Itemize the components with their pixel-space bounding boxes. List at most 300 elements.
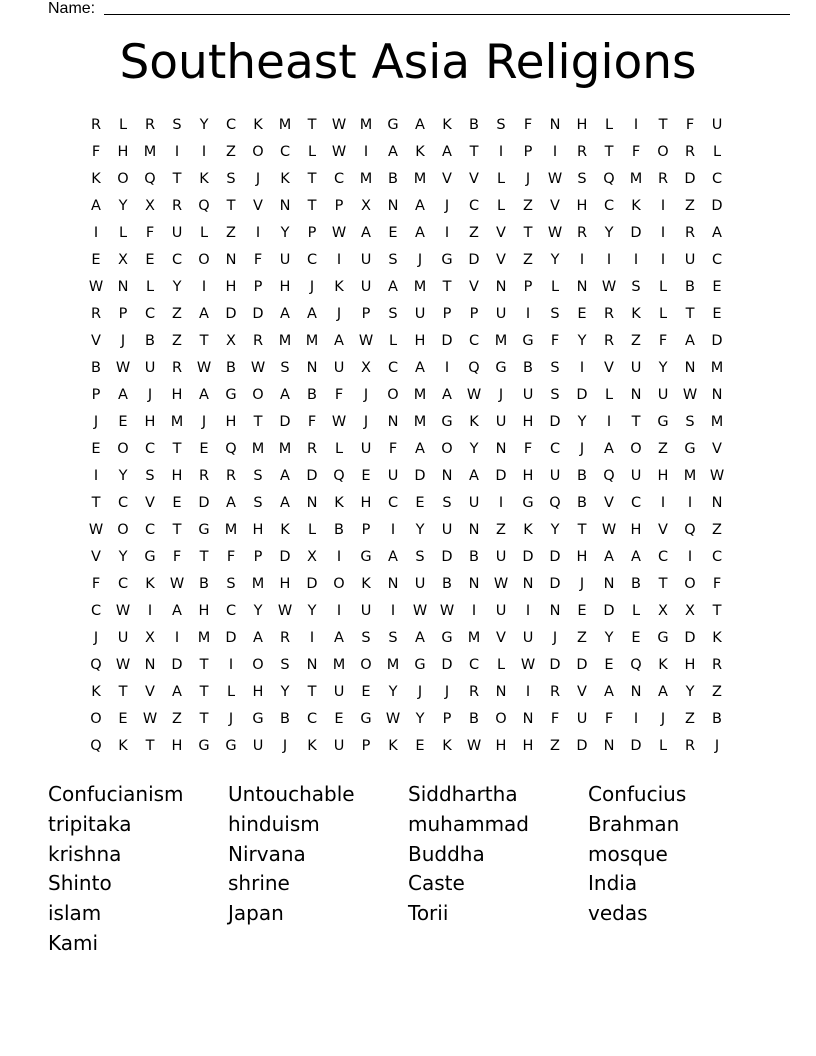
grid-letter: D [576,657,588,673]
grid-letter: E [712,279,722,295]
grid-letter: V [496,630,506,646]
grid-letter: K [307,738,317,754]
grid-letter: Z [712,522,722,538]
grid-letter: U [144,360,156,376]
grid-letter: X [685,603,695,619]
grid-letter: T [199,549,209,565]
grid-letter: S [253,495,263,511]
grid-letter: J [336,306,342,322]
grid-letter: D [441,657,453,673]
grid-letter: Y [199,117,209,133]
grid-letter: H [576,117,588,133]
grid-letter: I [498,144,504,160]
grid-letter: O [117,441,129,457]
grid-letter: L [496,171,506,187]
grid-letter: F [307,414,317,430]
grid-letter: A [334,630,344,646]
grid-letter: N [117,279,129,295]
grid-letter: C [468,198,480,214]
grid-letter: P [523,279,533,295]
grid-letter: K [280,171,290,187]
grid-letter: M [251,441,265,457]
grid-letter: C [225,603,237,619]
grid-letter: V [145,495,155,511]
grid-letter: Q [603,171,615,187]
grid-letter: T [118,684,128,700]
grid-letter: A [604,549,614,565]
grid-letter: C [144,441,156,457]
grid-letter: Y [253,603,263,619]
grid-letter: Y [658,360,668,376]
grid-letter: F [550,333,560,349]
grid-letter: I [336,603,342,619]
grid-letter: N [522,711,534,727]
grid-letter: I [93,225,99,241]
grid-letter: Z [550,738,560,754]
grid-letter: Z [172,306,182,322]
grid-letter: A [280,495,290,511]
grid-letter: O [90,711,102,727]
word-bank-item: Confucius [588,782,687,806]
grid-letter: Y [415,522,425,538]
grid-letter: Y [550,252,560,268]
grid-letter: K [469,414,479,430]
grid-letter: N [684,360,696,376]
grid-letter: F [523,441,533,457]
grid-letter: L [226,684,236,700]
grid-letter: U [495,549,507,565]
grid-letter: Y [685,684,695,700]
grid-letter: B [577,495,587,511]
grid-letter: T [172,171,182,187]
grid-letter: O [630,441,642,457]
grid-letter: H [414,333,426,349]
grid-letter: U [630,360,642,376]
grid-letter: W [466,738,482,754]
grid-letter: T [631,414,641,430]
grid-letter: A [253,630,263,646]
grid-letter: Z [226,144,236,160]
grid-letter: L [712,144,722,160]
grid-letter: I [660,495,666,511]
grid-letter: V [253,198,263,214]
grid-letter: R [144,117,156,133]
grid-letter: Z [577,630,587,646]
grid-letter: U [333,684,345,700]
grid-letter: Q [684,522,696,538]
grid-letter: R [90,117,102,133]
grid-letter: W [439,603,455,619]
grid-letter: P [523,144,533,160]
grid-letter: N [576,279,588,295]
grid-letter: A [415,630,425,646]
grid-letter: Z [523,252,533,268]
grid-letter: N [306,657,318,673]
grid-letter: F [334,387,344,403]
grid-letter: W [412,603,428,619]
grid-letter: U [495,603,507,619]
grid-letter: X [145,630,155,646]
grid-letter: R [684,144,696,160]
grid-letter: V [496,225,506,241]
grid-letter: N [387,198,399,214]
grid-letter: X [361,198,371,214]
grid-letter: G [198,738,210,754]
grid-letter: J [93,630,99,646]
grid-letter: E [199,441,209,457]
grid-letter: G [360,711,372,727]
grid-letter: Q [603,468,615,484]
grid-letter: A [415,441,425,457]
grid-letter: K [91,171,101,187]
grid-letter: B [685,279,695,295]
grid-letter: A [361,225,371,241]
grid-letter: D [630,225,642,241]
grid-letter: W [520,657,536,673]
grid-letter: I [606,252,612,268]
grid-letter: D [684,630,696,646]
grid-letter: S [496,117,506,133]
grid-letter: I [660,198,666,214]
grid-letter: C [279,144,291,160]
grid-letter: A [388,279,398,295]
grid-letter: V [604,495,614,511]
grid-letter: B [469,711,479,727]
grid-letter: Z [658,441,668,457]
grid-letter: G [360,549,372,565]
grid-letter: D [495,468,507,484]
grid-letter: D [306,468,318,484]
grid-letter: T [307,198,317,214]
grid-letter: Y [604,630,614,646]
grid-letter: I [633,117,639,133]
grid-letter: T [523,225,533,241]
word-bank-item: Japan [228,901,284,926]
grid-letter: V [442,171,452,187]
grid-letter: O [441,441,453,457]
grid-letter: V [145,684,155,700]
grid-letter: W [277,603,293,619]
grid-letter: K [334,279,344,295]
grid-letter: O [252,387,264,403]
grid-letter: A [415,225,425,241]
grid-letter: A [604,441,614,457]
grid-letter: M [629,171,643,187]
grid-letter: W [682,387,698,403]
grid-letter: H [171,738,183,754]
word-bank-item: mosque [588,841,668,866]
grid-letter: U [522,630,534,646]
grid-letter: D [279,414,291,430]
grid-letter: O [117,171,129,187]
grid-letter: A [91,198,101,214]
grid-letter: S [226,576,236,592]
grid-letter: J [417,252,423,268]
grid-letter: L [604,117,614,133]
grid-letter: S [145,468,155,484]
grid-letter: H [198,603,210,619]
grid-letter: I [255,225,261,241]
word-bank-item: Untouchable [228,782,355,806]
grid-letter: M [359,117,373,133]
grid-letter: E [604,657,614,673]
grid-letter: K [118,738,128,754]
grid-letter: T [577,522,587,538]
grid-letter: A [199,387,209,403]
grid-letter: F [712,576,722,592]
grid-letter: J [417,684,423,700]
grid-letter: I [93,468,99,484]
grid-letter: I [363,144,369,160]
grid-letter: A [442,387,452,403]
grid-letter: Z [631,333,641,349]
grid-letter: W [250,360,266,376]
grid-letter: H [522,468,534,484]
grid-letter: O [495,711,507,727]
grid-letter: O [252,657,264,673]
grid-letter: U [441,522,453,538]
grid-letter: A [469,468,479,484]
grid-letter: S [172,117,182,133]
word-bank-item: India [588,871,638,896]
grid-letter: S [226,171,236,187]
grid-letter: F [550,711,560,727]
grid-letter: R [468,684,480,700]
grid-letter: H [522,738,534,754]
grid-letter: N [387,414,399,430]
grid-letter: W [115,360,131,376]
grid-letter: R [549,684,561,700]
grid-letter: V [577,684,587,700]
grid-letter: J [444,684,450,700]
grid-letter: S [631,279,641,295]
grid-letter: N [468,576,480,592]
grid-letter: U [360,279,372,295]
grid-letter: R [576,225,588,241]
grid-letter: G [684,441,696,457]
grid-letter: O [198,252,210,268]
grid-letter: I [201,279,207,295]
grid-letter: E [361,684,371,700]
grid-letter: S [442,495,452,511]
grid-letter: I [579,252,585,268]
grid-letter: W [196,360,212,376]
grid-letter: T [199,711,209,727]
grid-letter: U [657,387,669,403]
grid-letter: C [468,333,480,349]
grid-letter: W [142,711,158,727]
grid-letter: U [414,576,426,592]
grid-letter: S [361,630,371,646]
grid-letter: T [604,144,614,160]
grid-letter: Q [333,468,345,484]
grid-letter: J [201,414,207,430]
word-bank-item: tripitaka [48,811,132,836]
grid-letter: C [657,549,669,565]
grid-letter: N [711,387,723,403]
grid-letter: H [279,279,291,295]
grid-letter: D [468,252,480,268]
grid-letter: P [118,306,128,322]
grid-letter: J [93,414,99,430]
grid-letter: J [309,279,315,295]
grid-letter: E [91,252,101,268]
grid-letter: E [388,225,398,241]
grid-letter: C [711,549,723,565]
grid-letter: N [603,738,615,754]
grid-letter: K [361,576,371,592]
grid-letter: E [91,441,101,457]
grid-letter: A [658,684,668,700]
grid-letter: P [361,738,371,754]
grid-letter: Q [90,657,102,673]
grid-letter: T [253,414,263,430]
grid-letter: K [415,144,425,160]
grid-letter: K [145,576,155,592]
grid-letter: U [333,360,345,376]
grid-letter: K [442,117,452,133]
page-title: Southeast Asia Religions [119,35,697,90]
grid-letter: O [333,576,345,592]
grid-letter: E [118,414,128,430]
grid-letter: P [469,306,479,322]
grid-letter: V [469,171,479,187]
grid-letter: I [606,414,612,430]
grid-letter: Z [172,711,182,727]
grid-letter: R [657,171,669,187]
grid-letter: V [91,333,101,349]
grid-letter: K [631,198,641,214]
grid-letter: L [334,441,344,457]
grid-letter: N [441,468,453,484]
grid-letter: F [388,441,398,457]
grid-letter: K [388,738,398,754]
grid-letter: R [306,441,318,457]
grid-letter: R [90,306,102,322]
grid-letter: B [388,171,398,187]
grid-letter: T [172,522,182,538]
grid-letter: N [603,576,615,592]
grid-letter: R [684,738,696,754]
grid-letter: E [334,711,344,727]
grid-letter: M [413,171,427,187]
grid-letter: P [361,522,371,538]
grid-letter: S [280,657,290,673]
grid-letter: J [660,711,666,727]
grid-letter: G [441,630,453,646]
grid-letter: M [143,144,157,160]
grid-letter: U [387,468,399,484]
grid-letter: H [279,576,291,592]
grid-letter: W [385,711,401,727]
grid-letter: H [630,522,642,538]
grid-letter: H [117,144,129,160]
grid-letter: H [576,198,588,214]
grid-letter: W [115,603,131,619]
grid-letter: R [198,468,210,484]
grid-letter: F [685,117,695,133]
grid-letter: U [495,306,507,322]
grid-letter: I [552,144,558,160]
grid-letter: Z [685,711,695,727]
grid-letter: X [118,252,128,268]
grid-letter: O [117,522,129,538]
grid-letter: E [415,495,425,511]
grid-letter: T [226,198,236,214]
grid-letter: F [604,711,614,727]
grid-letter: P [253,279,263,295]
grid-letter: C [711,252,723,268]
grid-letter: C [306,252,318,268]
grid-letter: V [604,360,614,376]
grid-letter: G [225,387,237,403]
grid-letter: Q [198,198,210,214]
grid-letter: B [334,522,344,538]
grid-letter: Y [577,333,587,349]
grid-letter: G [441,252,453,268]
grid-letter: S [415,549,425,565]
grid-letter: I [174,630,180,646]
grid-letter: L [199,225,209,241]
grid-letter: K [334,495,344,511]
grid-letter: Y [307,603,317,619]
grid-letter: D [603,603,615,619]
grid-letter: M [494,333,508,349]
grid-letter: R [252,333,264,349]
grid-letter: N [225,252,237,268]
grid-letter: B [631,576,641,592]
grid-letter: Z [685,198,695,214]
grid-letter: N [549,117,561,133]
grid-letter: G [522,495,534,511]
grid-letter: C [468,657,480,673]
grid-letter: S [253,468,263,484]
grid-letter: N [495,684,507,700]
grid-letter: H [684,657,696,673]
grid-letter: G [657,414,669,430]
grid-letter: J [444,198,450,214]
grid-letter: C [387,360,399,376]
grid-letter: I [525,684,531,700]
grid-letter: F [523,117,533,133]
grid-letter: T [658,117,668,133]
grid-letter: O [252,144,264,160]
grid-letter: Y [388,684,398,700]
grid-letter: U [468,495,480,511]
grid-letter: D [198,495,210,511]
grid-letter: A [280,468,290,484]
grid-letter: N [306,495,318,511]
grid-letter: B [442,576,452,592]
grid-letter: J [255,171,261,187]
grid-letter: N [549,603,561,619]
grid-letter: R [576,144,588,160]
grid-letter: I [444,225,450,241]
word-bank-item: Caste [408,871,465,896]
grid-letter: C [117,495,129,511]
grid-letter: W [331,117,347,133]
grid-letter: U [360,441,372,457]
grid-letter: D [684,171,696,187]
grid-letter: C [387,495,399,511]
grid-letter: X [145,198,155,214]
grid-letter: A [685,333,695,349]
word-bank-item: Buddha [408,841,485,866]
grid-letter: W [466,387,482,403]
grid-letter: C [90,603,102,619]
grid-letter: M [278,117,292,133]
grid-letter: A [712,225,722,241]
